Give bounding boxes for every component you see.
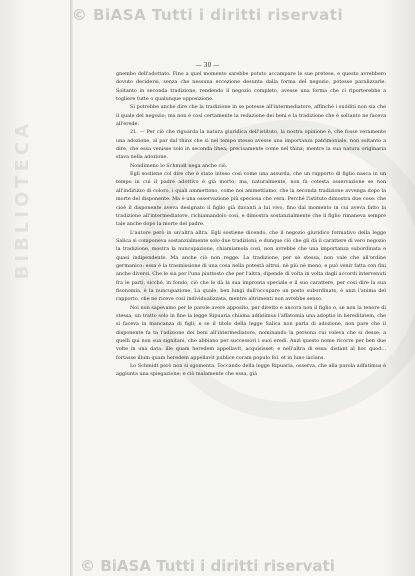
paragraph: Lo Schmidt però non si sgomenta. Toccando della legge Ripuaria, osserva, che alla parola adfatimus è aggiunta una spiegazione; e ciò malamente che essa, già: [116, 363, 386, 378]
paragraph: 21. — Per ciò che riguarda la natura giuridica dell'istituto, la nostra opinione è, che fosse veramente una adozione, al par dal thinx che si nel tempo stesso avesse una importanza patrimoniale, non soltanto a dire, che essa venisse solo in seconda linea; precisamente come nel thinx; mentre la sua natura originaria stava nella adozione.: [116, 129, 386, 161]
watermark-top: © BiASA Tutti i diritti riservati: [71, 6, 344, 24]
paragraph: Noi non sapevamo per le parole avere apposito, per diretto e ancora non il figlio e, se non la tenore di stessa, un tratto solo in fine la legge Ripuaria chiama adfatimus l'affatomia una adoptio in hereditatem, che si faceva in mancanza di figli; e se il titolo della legge Salica non parla di adozione, non pare che il disponente fa ta l'adizione dei beni all'intermediatore, nominando la persona cui voleva che si desse; a quelli qui non sua signitani, che abbiano per successori i suoi eredi. Anzi questo nome ricorre per ben due volte in una data: ille quam heredem appellavit, acquisisset; e nell'altra di essa: distant al hoc quod... fortasse illum quam heredem appellavit publice coram populo fol. et in luno iacians.: [116, 304, 386, 361]
body-text: [116, 70, 386, 379]
paragraph: L'autore però in un'altra altra. Egli sostiene dicendo, che il negozio giuridico formativo della legge Salica si componeva sostanzialmente solo due tradizioni; e dunque ciò che gli dà il carattere di vero negozio la tradizione, mostra la nuncupazione, chiamiamola così, non avrebbe che una importanza subordinata e quasi indipendente. Ma anche ciò non regge. La tradizione, per sè stessa, non vale che all'ordine germanico: essa è la trasmissione di una cosa nella potestà altrui, nè più nè meno, e può venir fatta con fini anche diversi. Che le sia per l'una piuttosto che per l'altra, dipende di volta in volta dagli accordi intervenuti fra le parti, sicché, in fondo, ciò che le dà la sua impronta speciale e il suo carattere, per così dire la sua fisonomia, è la nuncupazione. La quale, ben lungi dall'occupare un posto subordinato, è anzi l'anima del rapporto, che ne riceve così individualizzata, mentre altrimenti non avrebbe senso.: [116, 229, 387, 303]
paragraph: gnembo dell'adottato. Fino a quel momento sarebbe potuto accampare le sue pretese, e questo avrebbero dovuto decidersi, senza che nessuna eccezione desunta dalla forma del negozio, potesse paralizzarle. Soltanto in seconda tradizione, rendendo il negozio completo, avesse una forma che ci riporterebbe a togliere tutte o qualunque opposizione.: [116, 71, 386, 103]
paragraph: Si potrebbe anche dire che la tradizione in se potesse all'intermediatore, affinché i sudditi non sia che il quale del negozio; ma non è così certamente la redazione dei beni e la tradizione che è soltanto ne faceva all'erede.: [116, 104, 386, 128]
page-fold-shadow: [70, 0, 73, 576]
page-number: — 30 —: [195, 62, 220, 69]
watermark-bottom: © BiASA Tutti i diritti riservati: [80, 557, 335, 575]
paragraph: Egli sostiene col dire che è stato inteso così come una assurda, che un rapporto di figlio nasca in un tempo in cui il padre adottivo è già morto; ma, naturalmente, non fa cotesta osservazione se non all'indirizzo di coloro, i quali ammettono, come noi ammettiamo, che la seconda tradizione avvenga dopo la morte del disponente. Ma è una osservazione più speciosa che vera. Perché l'istituto dimostra due cose: che cioè il disponente aveva designato il figlio già davanti a lui vivo, fino dal momento in cui aveva fatto la tradizione all'intermediatore, richiamandolo così, e dimostra sostanzialmente che il figlio rimaneva sempre tale anche dopo la morte del padre.: [116, 171, 386, 228]
vertical-stamp-watermark: BIBLIOTECA: [12, 120, 33, 280]
paragraph: Nondimeno lo Schmidt nega anche ciò.: [130, 162, 228, 169]
